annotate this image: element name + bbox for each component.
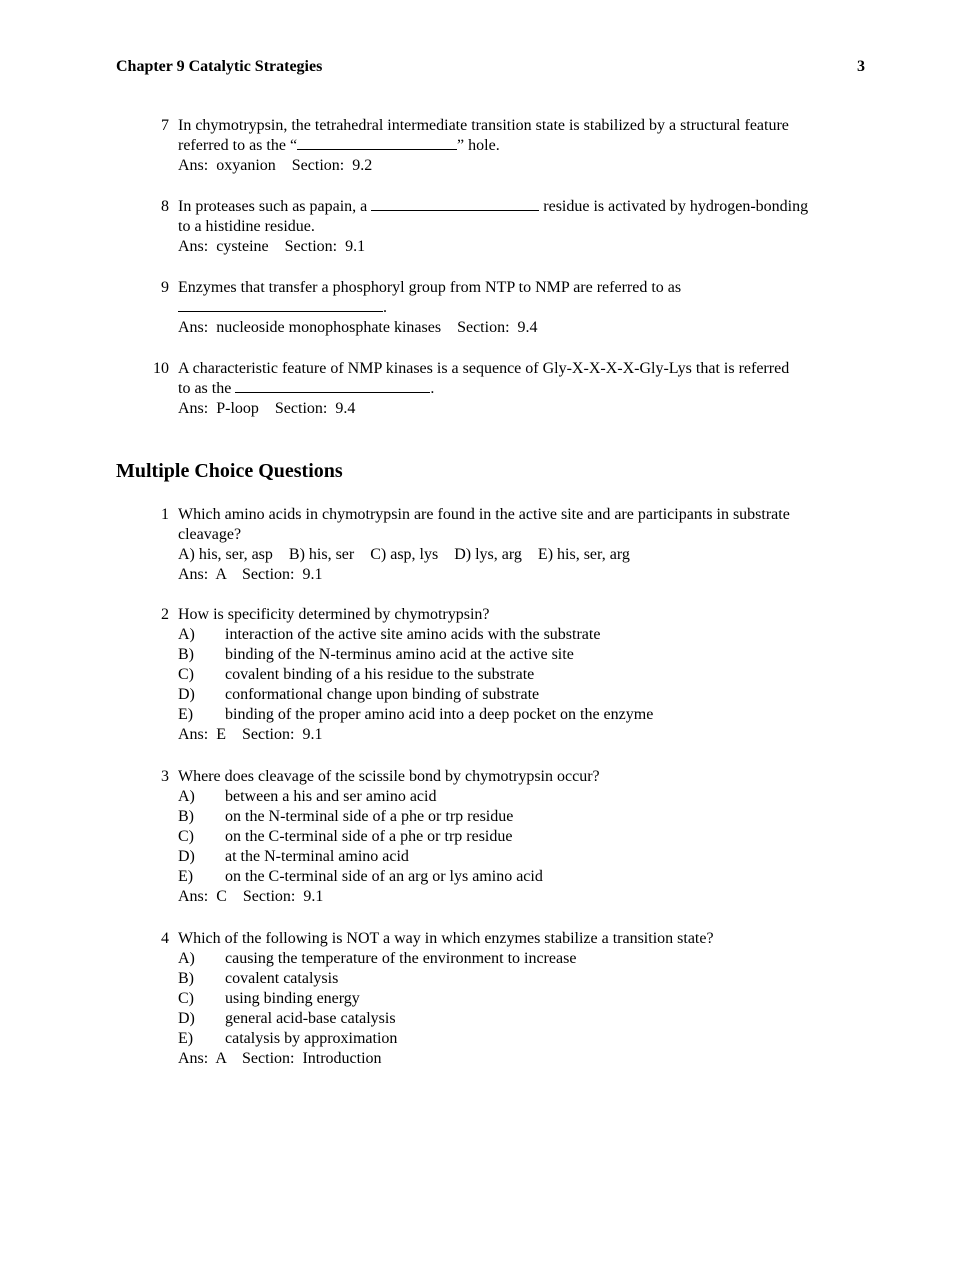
answer-blank bbox=[297, 136, 457, 150]
question-number: 3 bbox=[161, 768, 169, 785]
question-text: In proteases such as papain, a bbox=[178, 198, 368, 215]
option-text: binding of the N-terminus amino acid at the active site bbox=[225, 646, 574, 663]
answer-blank bbox=[178, 298, 383, 312]
option-text: catalysis by approximation bbox=[225, 1030, 398, 1047]
option-letter: A) bbox=[178, 950, 195, 967]
option-letter: A) bbox=[178, 788, 195, 805]
question-text: . bbox=[383, 299, 387, 316]
option-text: causing the temperature of the environment to increase bbox=[225, 950, 577, 967]
option-text: between a his and ser amino acid bbox=[225, 788, 437, 805]
option-letter: B) bbox=[178, 970, 194, 987]
question-text: A characteristic feature of NMP kinases is a sequence of Gly-X-X-X-X-Gly-Lys that is referred bbox=[178, 360, 790, 377]
page-header bbox=[116, 58, 865, 80]
answer-line: Ans: P-loop Section: 9.4 bbox=[178, 400, 356, 417]
option-letter: D) bbox=[178, 686, 195, 703]
question-text: . bbox=[430, 380, 435, 397]
option-text: on the C-terminal side of a phe or trp residue bbox=[225, 828, 513, 845]
question-number: 7 bbox=[161, 117, 169, 134]
question-text: Which of the following is NOT a way in which enzymes stabilize a transition state? bbox=[178, 930, 714, 947]
option-d bbox=[178, 847, 868, 867]
option-text: binding of the proper amino acid into a deep pocket on the enzyme bbox=[225, 706, 654, 723]
chapter-title: Chapter 9 Catalytic Strategies bbox=[116, 58, 323, 75]
question-number: 10 bbox=[153, 360, 169, 377]
option-letter: C) bbox=[178, 828, 194, 845]
answer-line: Ans: E Section: 9.1 bbox=[178, 726, 323, 743]
option-text: on the N-terminal side of a phe or trp residue bbox=[225, 808, 514, 825]
option-d bbox=[178, 1009, 868, 1029]
page-number: 3 bbox=[857, 58, 865, 75]
answer-line: Ans: A Section: Introduction bbox=[178, 1050, 382, 1067]
option-e bbox=[178, 1029, 868, 1049]
option-text: covalent catalysis bbox=[225, 970, 339, 987]
option-text: covalent binding of a his residue to the substrate bbox=[225, 666, 535, 683]
question-text: Enzymes that transfer a phosphoryl group from NTP to NMP are referred to as bbox=[178, 279, 682, 296]
question-text: Which amino acids in chymotrypsin are found in the active site and are participants in substrate bbox=[178, 506, 790, 523]
option-letter: E) bbox=[178, 1030, 194, 1047]
question-text: How is specificity determined by chymotrypsin? bbox=[178, 606, 490, 623]
option-letter: D) bbox=[178, 1010, 195, 1027]
answer-line: Ans: nucleoside monophosphate kinases Section: 9.4 bbox=[178, 319, 538, 336]
option-text: using binding energy bbox=[225, 990, 360, 1007]
answer-blank bbox=[235, 379, 430, 393]
option-c bbox=[178, 827, 868, 847]
question-text: residue is activated by hydrogen-bonding bbox=[543, 198, 809, 215]
option-c bbox=[178, 989, 868, 1009]
question-text: to a histidine residue. bbox=[178, 218, 315, 235]
question-number: 2 bbox=[161, 606, 169, 623]
option-letter: A) bbox=[178, 626, 195, 643]
option-b bbox=[178, 969, 868, 989]
option-d bbox=[178, 685, 868, 705]
section-heading: Multiple Choice Questions bbox=[116, 460, 343, 482]
option-letter: E) bbox=[178, 868, 194, 885]
answer-line: Ans: cysteine Section: 9.1 bbox=[178, 238, 366, 255]
option-e bbox=[178, 867, 868, 887]
option-a bbox=[178, 949, 868, 969]
option-text: conformational change upon binding of substrate bbox=[225, 686, 540, 703]
option-a bbox=[178, 787, 868, 807]
option-text: interaction of the active site amino acids with the substrate bbox=[225, 626, 601, 643]
option-letter: D) bbox=[178, 848, 195, 865]
option-letter: C) bbox=[178, 666, 194, 683]
question-text: cleavage? bbox=[178, 526, 242, 543]
answer-blank bbox=[371, 197, 539, 211]
option-a bbox=[178, 625, 868, 645]
option-text: general acid-base catalysis bbox=[225, 1010, 396, 1027]
question-number: 4 bbox=[161, 930, 169, 947]
question-number: 1 bbox=[161, 506, 169, 523]
question-text: ” hole. bbox=[457, 137, 500, 154]
question-text: referred to as the “ bbox=[178, 137, 298, 154]
answer-options: A) his, ser, asp B) his, ser C) asp, lys D) lys, arg E) his, ser, arg bbox=[178, 546, 630, 563]
question-number: 8 bbox=[161, 198, 169, 215]
option-c bbox=[178, 665, 868, 685]
answer-line: Ans: oxyanion Section: 9.2 bbox=[178, 157, 373, 174]
option-letter: B) bbox=[178, 646, 194, 663]
question-number: 9 bbox=[161, 279, 169, 296]
answer-line: Ans: C Section: 9.1 bbox=[178, 888, 324, 905]
option-letter: B) bbox=[178, 808, 194, 825]
question-text: In chymotrypsin, the tetrahedral intermediate transition state is stabilized by a structural feature bbox=[178, 117, 789, 134]
question-text: Where does cleavage of the scissile bond by chymotrypsin occur? bbox=[178, 768, 600, 785]
option-text: at the N-terminal amino acid bbox=[225, 848, 409, 865]
option-letter: C) bbox=[178, 990, 194, 1007]
question-text: to as the bbox=[178, 380, 232, 397]
option-text: on the C-terminal side of an arg or lys amino acid bbox=[225, 868, 543, 885]
answer-line: Ans: A Section: 9.1 bbox=[178, 566, 323, 583]
option-b bbox=[178, 807, 868, 827]
option-letter: E) bbox=[178, 706, 194, 723]
option-b bbox=[178, 645, 868, 665]
option-e bbox=[178, 705, 868, 725]
